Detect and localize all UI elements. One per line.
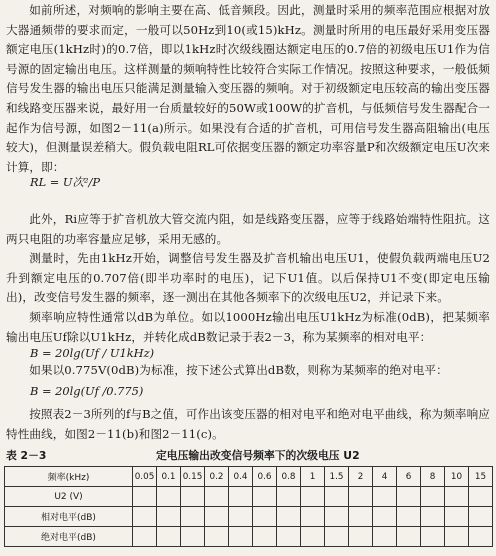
empty-cell	[157, 507, 181, 527]
freq-cell: 8	[421, 467, 445, 487]
paragraph-intro: 如前所述，对频响的影响主要在高、低音频段。因此，测量时采用的频率范围应根据对放大器通频带的要求而定，一般可以50Hz到10(或15)kHz。测量时所用的电压最好采用变压器额定电压(1kHz时)的0.7倍，即以1kHz时次级线圈达额定电压的0.7倍的初级电压U1作为信号源的固定输出电压。这样测量的频响特性比较符合实际工作情况。按照这种要求，一般低频信号发生器的输出电压只能满足测量输入变压器的频响。对于初级额定电压较高的输出变压器和线路变压器来说，最好用一台质量较好的50W或100W的扩音机，与低频信号发生器配合一起作为信号源，如图2－11(a)所示。如果没有合适的扩音机，可用信号发生器高阻输出(电压较大)，但测量误差稍大。假负载电阻RL可依据变压器的额定功率容量P和次级额定电压U次来计算，即：	[6, 3, 490, 174]
table-caption	[6, 448, 490, 464]
empty-cell	[133, 507, 157, 527]
paragraph-curves: 按照表2－3所列的f与B之值，可作出该变压器的相对电平和绝对电平曲线，称为频率响应特性曲线，如图2－11(b)和图2－11(c)。	[6, 407, 490, 441]
empty-cell	[181, 487, 205, 507]
empty-cell	[397, 507, 421, 527]
empty-cell	[349, 487, 373, 507]
freq-cell: 0.15	[181, 467, 205, 487]
row-header-relative: 相对电平(dB)	[5, 507, 133, 527]
empty-cell	[301, 487, 325, 507]
empty-cell	[253, 507, 277, 527]
paragraph-measurement: 测量时，先由1kHz开始，调整信号发生器及扩音机输出电压U1，使假负载两端电压U2升到额定电压的0.707倍(即半功率时的电压)，记下U1值。以后保持U1不变(即定电压输出)，改变信号发生器的频率，逐一测出在其他各频率下的次级电压U2，并记录下来。	[6, 251, 490, 305]
formula-absolute-level: B = 20lg(Uf /0.775)	[30, 384, 144, 398]
empty-cell	[469, 507, 493, 527]
freq-cell: 0.4	[229, 467, 253, 487]
freq-cell: 6	[397, 467, 421, 487]
freq-cell: 1	[301, 467, 325, 487]
empty-cell	[205, 507, 229, 527]
empty-cell	[397, 527, 421, 547]
empty-cell	[229, 527, 253, 547]
freq-cell: 10	[445, 467, 469, 487]
empty-cell	[469, 527, 493, 547]
empty-cell	[301, 507, 325, 527]
row-header-frequency: 频率(kHz)	[5, 467, 133, 487]
freq-cell: 0.8	[277, 467, 301, 487]
empty-cell	[277, 507, 301, 527]
freq-cell: 0.05	[133, 467, 157, 487]
empty-cell	[325, 507, 349, 527]
freq-cell: 0.2	[205, 467, 229, 487]
empty-cell	[229, 487, 253, 507]
empty-cell	[397, 487, 421, 507]
empty-cell	[253, 487, 277, 507]
empty-cell	[181, 507, 205, 527]
empty-cell	[421, 507, 445, 527]
empty-cell	[229, 507, 253, 527]
paragraph-frequency-response: 频率响应特性通常以dB为单位。如以1000Hz输出电压U1kHz为标准(0dB)，把某频率输出电压Uf除以U1kHz，并转化成dB数记录于表2－3，称为某频率的相对电平：	[6, 310, 490, 344]
empty-cell	[325, 527, 349, 547]
empty-cell	[445, 527, 469, 547]
empty-cell	[373, 487, 397, 507]
empty-cell	[349, 527, 373, 547]
formula-load-resistance: RL = U次²/P	[30, 175, 100, 189]
table-row-u2	[5, 487, 493, 507]
empty-cell	[301, 527, 325, 547]
table-title: 定电压输出改变信号频率下的次级电压 U2	[156, 449, 360, 462]
freq-cell: 0.6	[253, 467, 277, 487]
paragraph-absolute-standard: 如果以0.775V(0dB)为标准，按下述公式算出dB数，则称为某频率的绝对电平：	[29, 363, 448, 377]
freq-cell: 15	[469, 467, 493, 487]
table-row-frequency	[5, 467, 493, 487]
empty-cell	[325, 487, 349, 507]
freq-cell: 4	[373, 467, 397, 487]
empty-cell	[205, 487, 229, 507]
empty-cell	[133, 527, 157, 547]
empty-cell	[421, 527, 445, 547]
freq-cell: 2	[349, 467, 373, 487]
table-number: 表 2－3	[6, 449, 47, 462]
table-row-absolute	[5, 527, 493, 547]
empty-cell	[469, 487, 493, 507]
table-row-relative	[5, 507, 493, 527]
row-header-u2: U2 (V)	[5, 487, 133, 507]
empty-cell	[253, 527, 277, 547]
freq-cell: 1.5	[325, 467, 349, 487]
formula-relative-level: B = 20lg(Uf / U1kHz)	[30, 346, 155, 360]
empty-cell	[349, 507, 373, 527]
empty-cell	[373, 507, 397, 527]
empty-cell	[157, 487, 181, 507]
paragraph-ri: 此外，Ri应等于扩音机放大管交流内阻，如是线路变压器，应等于线路始端特性阻抗。这两只电阻的功率容量应足够，采用无感的。	[6, 212, 490, 246]
empty-cell	[205, 527, 229, 547]
empty-cell	[277, 487, 301, 507]
empty-cell	[133, 487, 157, 507]
empty-cell	[421, 487, 445, 507]
empty-cell	[277, 527, 301, 547]
empty-cell	[445, 487, 469, 507]
empty-cell	[157, 527, 181, 547]
empty-cell	[181, 527, 205, 547]
empty-cell	[373, 527, 397, 547]
freq-cell: 0.1	[157, 467, 181, 487]
row-header-absolute: 绝对电平(dB)	[5, 527, 133, 547]
voltage-table	[4, 466, 493, 547]
empty-cell	[445, 507, 469, 527]
